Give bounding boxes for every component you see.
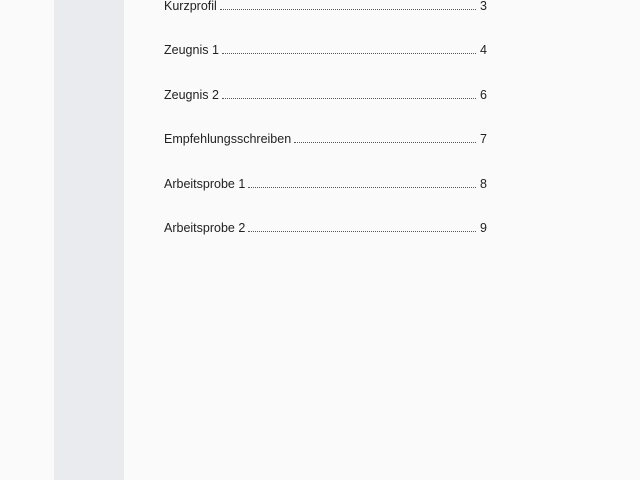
dot-leader	[248, 231, 476, 232]
toc-entry-arbeitsprobe-1[interactable]	[164, 175, 487, 191]
toc-entry-label: Arbeitsprobe 2	[164, 221, 246, 235]
toc-entry-empfehlungsschreiben[interactable]	[164, 130, 487, 146]
toc-entry-label: Empfehlungsschreiben	[164, 132, 292, 146]
toc-entry-page-number: 8	[480, 177, 487, 191]
dot-leader	[248, 187, 476, 188]
left-margin-stripe	[54, 0, 124, 480]
toc-entry-label: Arbeitsprobe 1	[164, 177, 246, 191]
toc-entry-zeugnis-1[interactable]	[164, 41, 487, 57]
dot-leader	[294, 142, 476, 143]
toc-entry-page-number: 3	[480, 0, 487, 13]
toc-entry-label: Kurzprofil	[164, 0, 217, 13]
toc-entry-page-number: 9	[480, 221, 487, 235]
toc-entry-label: Zeugnis 2	[164, 88, 219, 102]
dot-leader	[222, 53, 476, 54]
toc-entry-label: Zeugnis 1	[164, 43, 219, 57]
dot-leader	[222, 98, 476, 99]
toc-entry-zeugnis-2[interactable]	[164, 86, 487, 102]
toc-entry-page-number: 6	[480, 88, 487, 102]
toc-entry-page-number: 7	[480, 132, 487, 146]
toc-entry-kurzprofil[interactable]	[164, 0, 487, 13]
toc-entry-arbeitsprobe-2[interactable]	[164, 219, 487, 235]
toc-entry-page-number: 4	[480, 43, 487, 57]
dot-leader	[220, 9, 476, 10]
